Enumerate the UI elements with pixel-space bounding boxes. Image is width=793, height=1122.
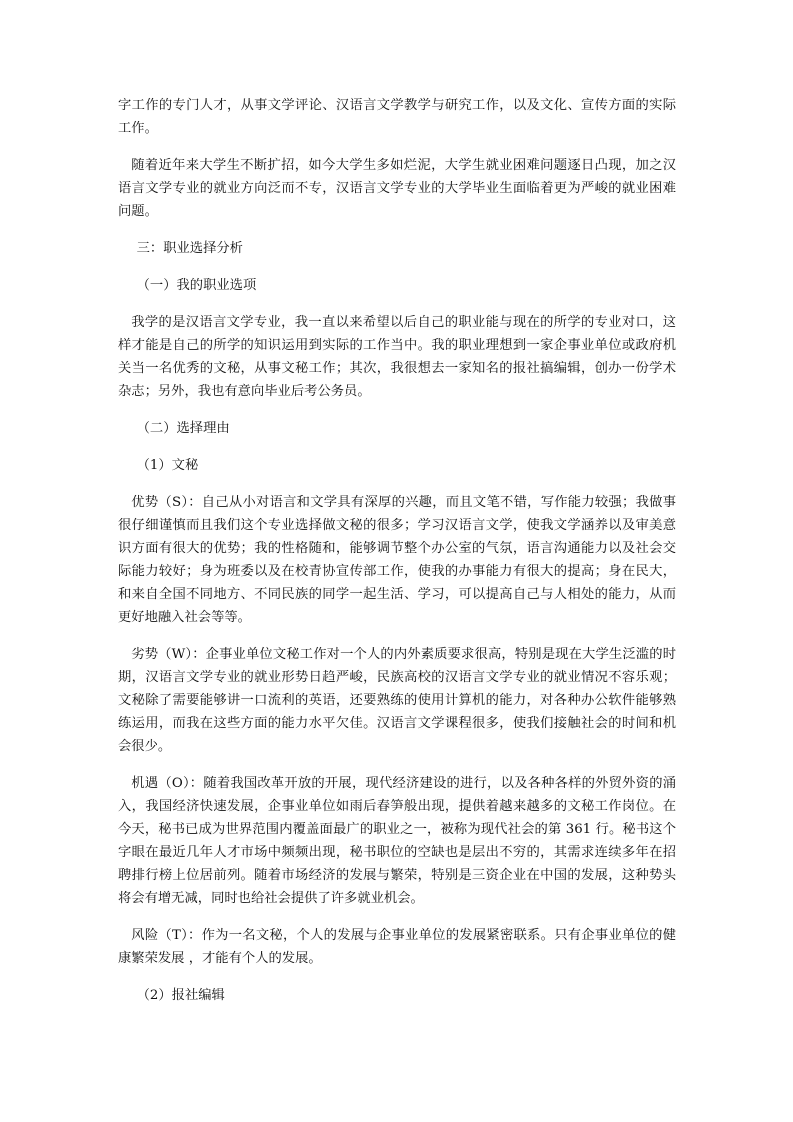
subheading-career-options: （一）我的职业选项 [136, 278, 257, 293]
subheading-secretary: （1）文秘 [136, 458, 199, 473]
subheading-reasons: （二）选择理由 [136, 421, 230, 436]
paragraph-opportunities: 机遇（O）：随着我国改革开放的开展，现代经济建设的进行，以及各种各样的外贸外资的涌入，我国经济快速发展，企事业单位如雨后春笋般出现，提供着越来越多的文秘工作岗位。在今天，秘书已成为世界范围内覆盖面最广的职业之一，被称为现代社会的第 361 行。秘书这个字眼在最近几年人才市场中频频出现，秘书职位的空缺也是层出不穷的，其需求连续多年在招聘排行榜上位居前列。随着市场经济的发展与繁荣，特别是三资企业在中国的发展，这种势头将会有增无减，同时也给社会提供了许多就业机会。 [118, 776, 676, 906]
document-page [118, 94, 676, 1021]
subheading-newspaper-editor: （2）报社编辑 [136, 988, 225, 1003]
paragraph-strengths: 优势（S）：自己从小对语言和文学具有深厚的兴趣，而且文笔不错，写作能力较强；我做事很仔细谨慎而且我们这个专业选择做文秘的很多；学习汉语言文学，使我文学涵养以及审美意识方面有很大的优势；我的性格随和，能够调节整个办公室的气氛，语言沟通能力以及社会交际能力较好；身为班委以及在校青协宣传部工作，使我的办事能力有很大的提高；身在民大，和来自全国不同地方、不同民族的同学一起生活、学习，可以提高自己与人相处的能力，从而更好地融入社会等等。 [118, 495, 676, 625]
paragraph-threats: 风险（T）：作为一名文秘，个人的发展与企事业单位的发展紧密联系。只有企事业单位的健康繁荣发展 ，才能有个人的发展。 [118, 928, 676, 966]
paragraph-career-options: 我学的是汉语言文学专业，我一直以来希望以后自己的职业能与现在的所学的专业对口，这样才能是自己的所学的知识运用到实际的工作当中。我的职业理想到一家企事业单位或政府机关当一名优秀的文秘，从事文秘工作；其次，我很想去一家知名的报社搞编辑，创办一份学术杂志；另外，我也有意向毕业后考公务员。 [118, 315, 676, 399]
paragraph-weaknesses: 劣势（W）：企事业单位文秘工作对一个人的内外素质要求很高，特别是现在大学生泛滥的时期，汉语言文学专业的就业形势日趋严峻，民族高校的汉语言文学专业的就业情况不容乐观；文秘除了需要能够讲一口流利的英语，还要熟练的使用计算机的能力，对各种办公软件能够熟练运用，而我在这些方面的能力水平欠佳。汉语言文学课程很多，使我们接触社会的时间和机会很少。 [118, 647, 676, 754]
section-heading-career-analysis: 三：职业选择分析 [136, 241, 243, 256]
paragraph-continuation: 字工作的专门人才，从事文学评论、汉语言文学教学与研究工作，以及文化、宣传方面的实际工作。 [118, 98, 676, 136]
paragraph-employment-difficulty: 随着近年来大学生不断扩招，如今大学生多如烂泥，大学生就业困难问题逐日凸现，加之汉语言文学专业的就业方向泛而不专，汉语言文学专业的大学毕业生面临着更为严峻的就业困难问题。 [118, 158, 676, 219]
